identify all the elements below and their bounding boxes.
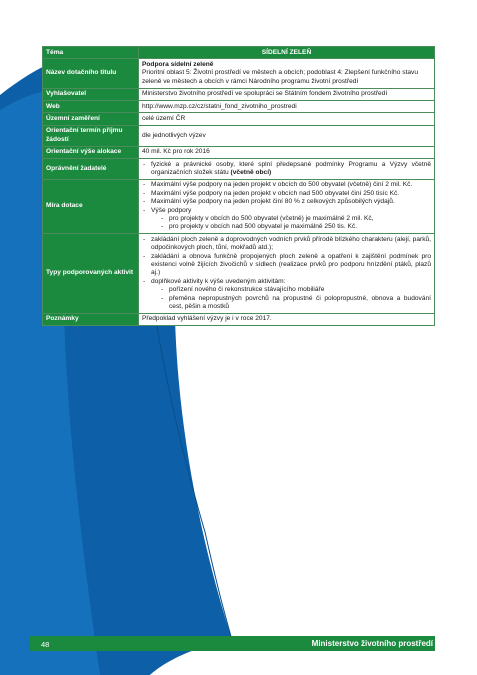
table-header-row bbox=[43, 47, 435, 59]
row-label: Územní zaměření bbox=[43, 113, 139, 125]
sub-list-item: - pro projekty v obcích nad 500 obyvatel je maximálně 250 tis. Kč. bbox=[160, 223, 431, 231]
activities-sublist bbox=[160, 286, 431, 311]
table-row bbox=[43, 234, 435, 314]
list-item bbox=[142, 207, 431, 232]
table-row bbox=[43, 313, 435, 325]
row-value: Ministerstvo životního prostředí ve spolupráci se Státním fondem životního prostředí bbox=[139, 88, 435, 100]
list-item: - Maximální výše podpory na jeden projekt činí 80 % z celkových způsobilých výdajů. bbox=[142, 198, 431, 206]
row-value bbox=[139, 179, 435, 233]
table-row bbox=[43, 179, 435, 233]
table-row bbox=[43, 101, 435, 113]
footer-ministry: Ministerstvo životního prostředí bbox=[311, 639, 433, 648]
web-link[interactable]: http://www.mzp.cz/cz/statni_fond_zivotniho_prostredi bbox=[139, 101, 435, 113]
row-label: Název dotačního titulu bbox=[43, 59, 139, 88]
list-item bbox=[142, 278, 431, 312]
list-item-text: doplňkové aktivity k výše uvedeným aktivitám: bbox=[151, 277, 286, 285]
table-row bbox=[43, 59, 435, 88]
grant-info-table bbox=[42, 46, 435, 326]
applicants-list bbox=[142, 161, 431, 178]
rate-sublist bbox=[160, 215, 431, 232]
sub-list-item: - pro projekty v obcích do 500 obyvatel (včetně) je maximálně 2 mil. Kč, bbox=[160, 215, 431, 223]
list-item: - zakládání ploch zeleně a doprovodných vodních prvků přírodě blízkého charakteru (alejí, parků, odpočinkových ploch, tůní, mokřadů atd.); bbox=[142, 236, 431, 253]
table-row bbox=[43, 125, 435, 146]
row-label: Web bbox=[43, 101, 139, 113]
row-label: Poznámky bbox=[43, 313, 139, 325]
row-value bbox=[139, 59, 435, 88]
row-value: celé území ČR bbox=[139, 113, 435, 125]
header-value: SÍDELNÍ ZELEŇ bbox=[139, 47, 435, 59]
table-row bbox=[43, 146, 435, 158]
list-item bbox=[142, 161, 431, 178]
list-item: - Maximální výše podpory na jeden projekt v obcích do 500 obyvatel (včetně) činí 2 mil. Kč. bbox=[142, 181, 431, 189]
activities-list bbox=[142, 236, 431, 312]
program-description: Prioritní oblast 5: Životní prostředí ve městech a obcích; podoblast 4: Zlepšení funkčního stavu zeleně ve městech a obcích v rámci Národního programu životní prostředí bbox=[142, 69, 418, 85]
row-value bbox=[139, 234, 435, 314]
sub-list-item: - pořízení nového či rekonstrukce stávajícího mobiliáře bbox=[160, 286, 431, 294]
row-value: Předpoklad vyhlášení výzvy je i v roce 2017. bbox=[139, 313, 435, 325]
row-label: Vyhlašovatel bbox=[43, 88, 139, 100]
program-title: Podpora sídelní zeleně bbox=[142, 60, 214, 68]
row-label: Míra dotace bbox=[43, 179, 139, 233]
row-label: Oprávnění žadatelé bbox=[43, 159, 139, 180]
row-value: dle jednotlivých výzev bbox=[139, 125, 435, 146]
list-item: - zakládání a obnova funkčně propojených ploch zeleně a opatření k zajištění podmínek pro existenci volně žijících živočichů v sídlech (realizace prvků pro podporu hnízdění ptáků, plazů aj.) bbox=[142, 253, 431, 278]
row-value: 40 mil. Kč pro rok 2016 bbox=[139, 146, 435, 158]
list-item-text: Výše podpory bbox=[151, 206, 192, 214]
table-row bbox=[43, 159, 435, 180]
applicants-text: fyzické a právnické osoby, které splní předepsané podmínky Programu a Výzvy včetně organizačních složek státu bbox=[151, 160, 431, 176]
row-value bbox=[139, 159, 435, 180]
row-label: Orientační výše alokace bbox=[43, 146, 139, 158]
list-item: - Maximální výše podpory na jeden projekt v obcích nad 500 obyvatel činí 250 tisíc Kč. bbox=[142, 190, 431, 198]
table-row bbox=[43, 88, 435, 100]
row-label: Typy podporovaných aktivit bbox=[43, 234, 139, 314]
rate-list bbox=[142, 181, 431, 231]
header-label: Téma bbox=[43, 47, 139, 59]
row-label: Orientační termín příjmu žádostí bbox=[43, 125, 139, 146]
sub-list-item: - přeměna nepropustných povrchů na propustné či polopropustné, obnova a budování cest, pěšin a mostků bbox=[160, 295, 431, 312]
applicants-bold: (včetně obcí) bbox=[230, 168, 272, 176]
table-row bbox=[43, 113, 435, 125]
page-number: 48 bbox=[41, 640, 50, 649]
